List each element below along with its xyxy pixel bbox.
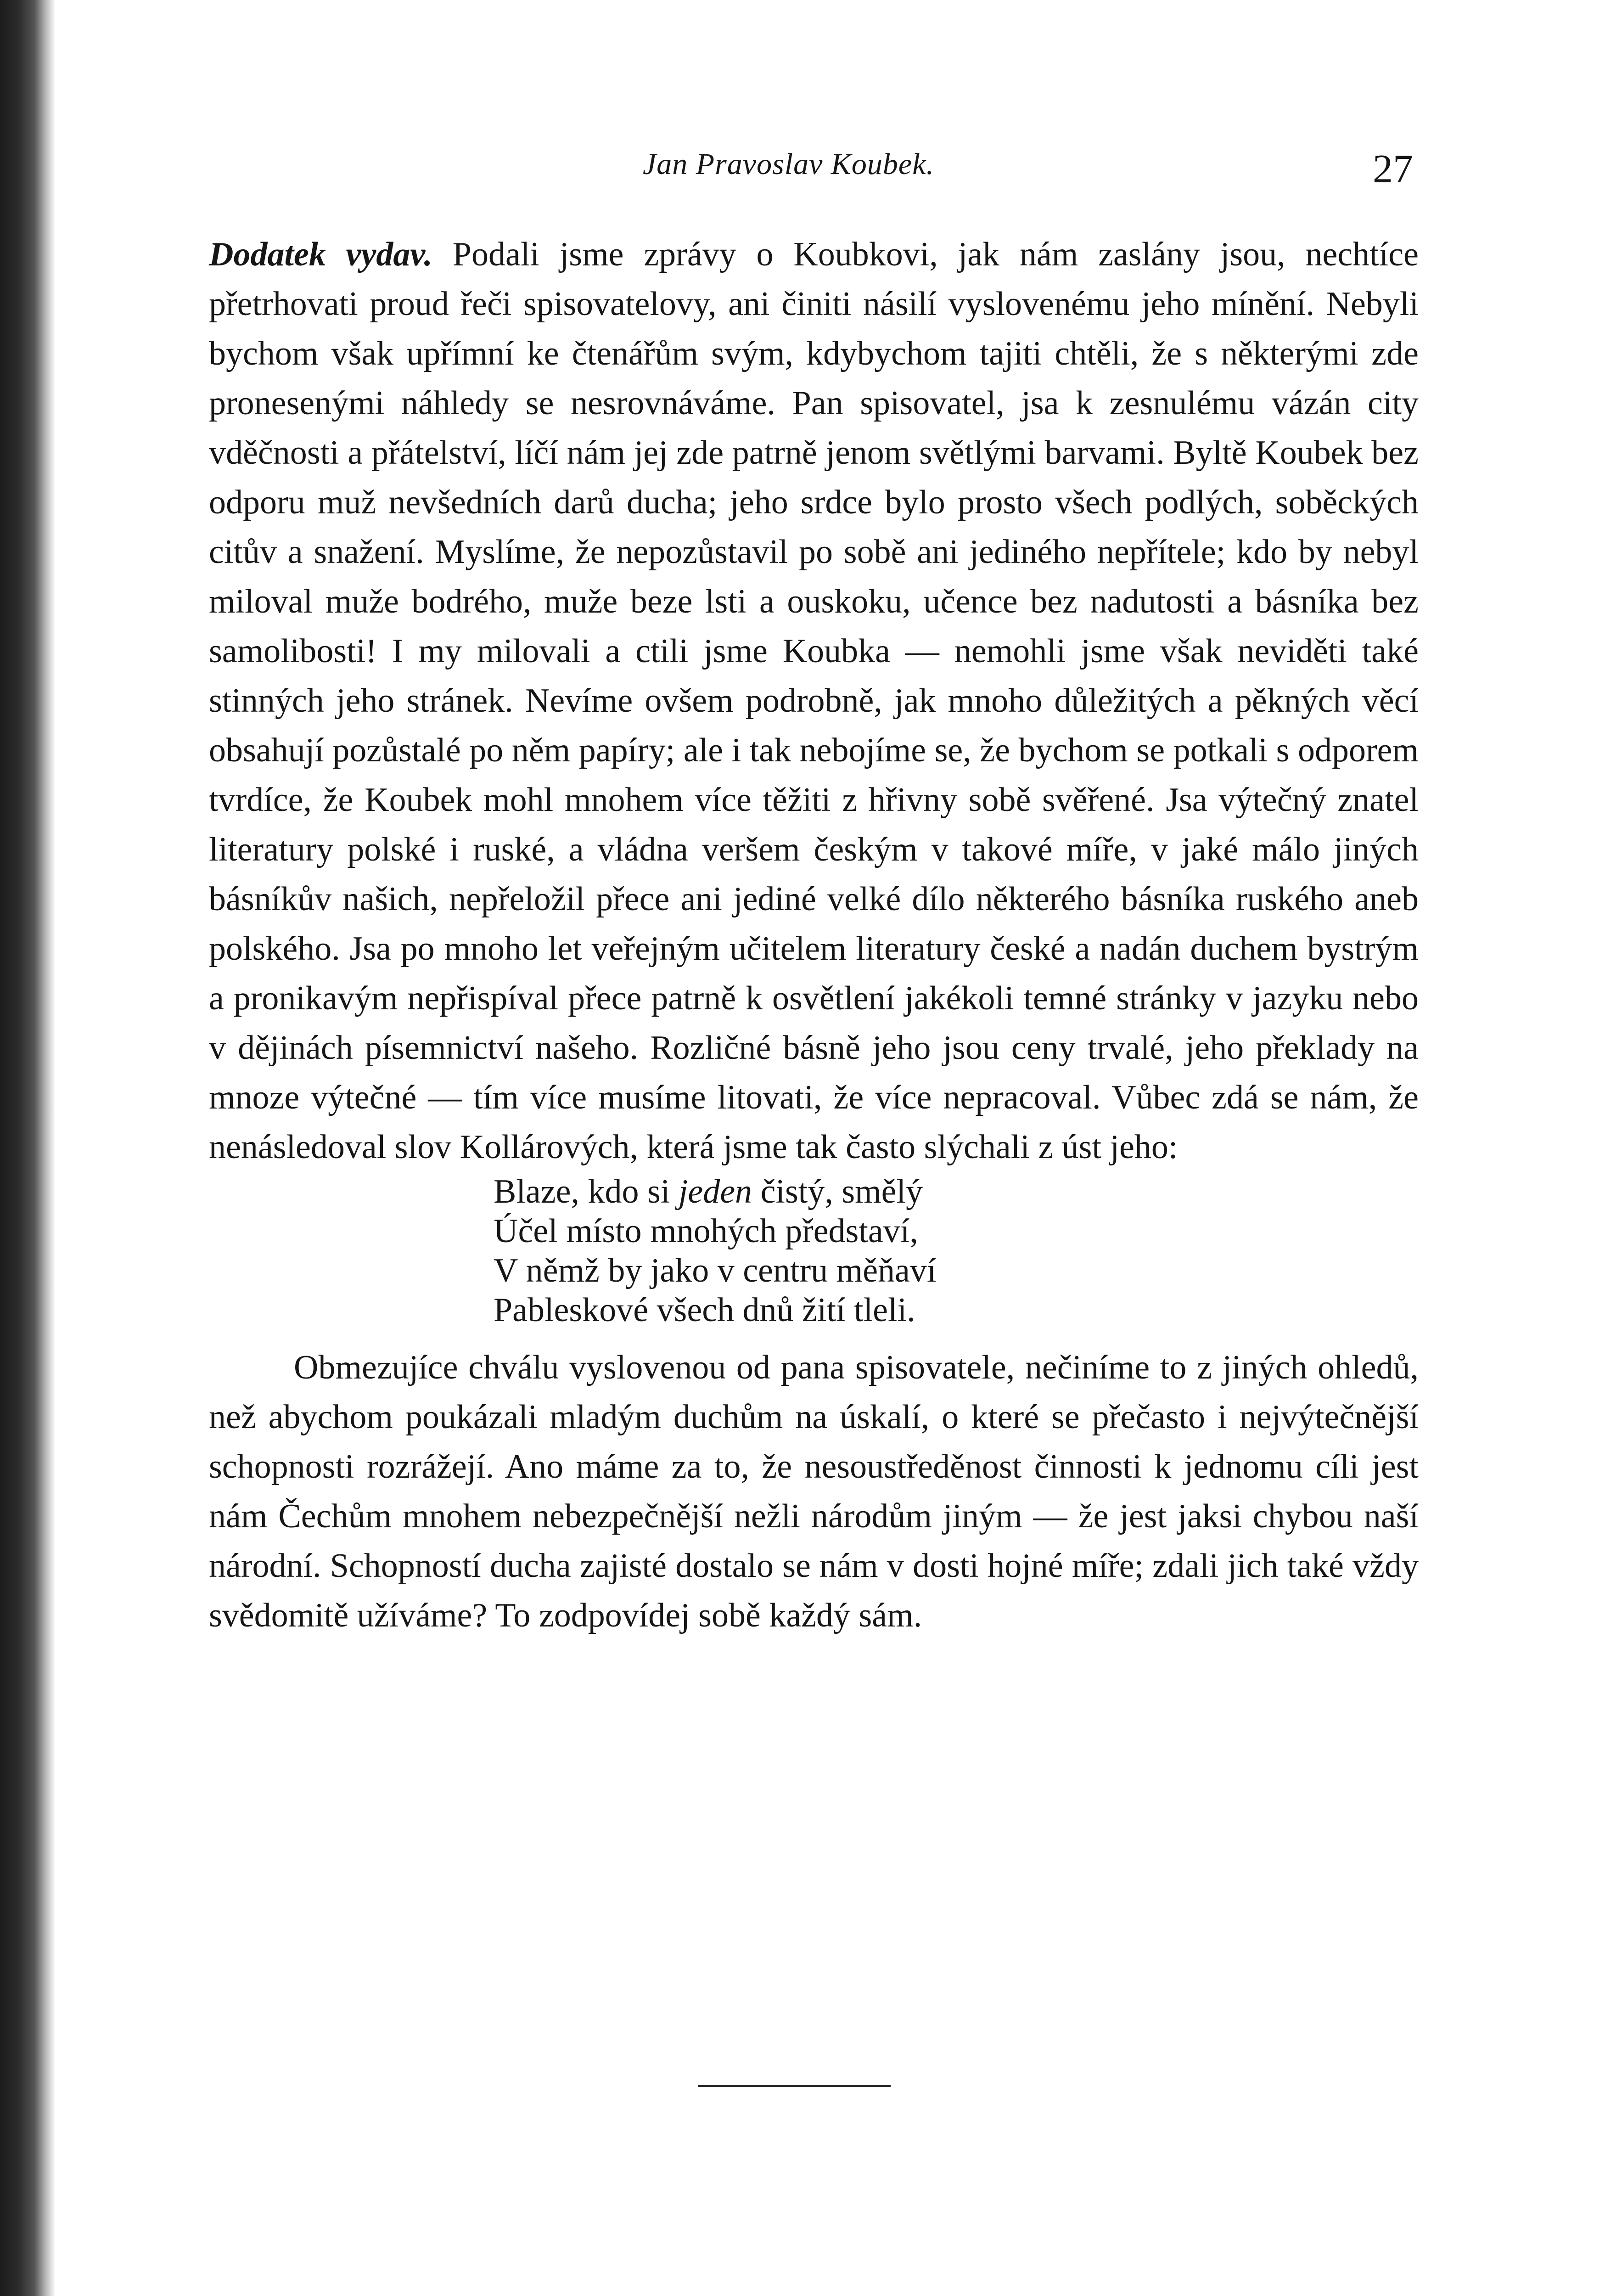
verse-line-1: Blaze, kdo si jeden čistý, smělý [494,1173,923,1210]
paragraph-text: Podali jsme zprávy o Koubkovi, jak nám zaslány jsou, nechtíce přetrhovati proud řeči spisovatelovy, ani činiti násilí vyslovenému jeho mínění. Nebyli bychom však upřímní ke čtenářům svým, kdybychom tajiti chtěli, že s některými zde pronesenými náhledy se nesrovnáváme. Pan spisovatel, jsa k zesnulému vázán city vděčnosti a přátelství, líčí nám jej zde patrně jenom světlými barvami. Byltě Koubek bez odporu muž nevšedních darů ducha; jeho srdce bylo prosto všech podlých, soběckých citův a snažení. Myslíme, že nepozůstavil po sobě ani jediného nepřítele; kdo by nebyl miloval muže bodrého, muže beze lsti a ouskoku, učence bez nadutosti a básníka bez samolibosti! I my milovali a ctili jsme Koubka — nemohli jsme však neviděti také stinných jeho stránek. Nevíme ovšem podrobně, jak mnoho důležitých a pěkných věcí obsahují pozůstalé po něm papíry; ale i tak nebojíme se, že bychom se potkali s odporem tvrdíce, že Koubek mohl mnohem více těžiti z hřivny sobě svěřené. Jsa výtečný znatel literatury polské i ruské, a vládna veršem českým v takové míře, v jaké málo jiných básníkův našich, nepřeložil přece ani jediné velké dílo některého básníka ruského aneb polského. Jsa po mnoho let veřejným učitelem literatury české a nadán duchem bystrým a pronikavým nepřispíval přece patrně k osvětlení jakékoli temné stránky v jazyku nebo v dějinách písemnictví našeho. Rozličné básně jeho jsou ceny trvalé, jeho překlady na mnoze výtečné — tím více musíme litovati, že více nepracoval. Vůbec zdá se nám, že nenásledoval slov Kollárových, která jsme tak často slýchali z úst jeho: [209,236,1419,1166]
verse-quote [209,1172,1419,1330]
body-text [209,230,1419,1640]
running-head: Jan Pravoslav Koubek. [643,147,935,181]
verse-line-4: Pableskové všech dnů žití tleli. [494,1291,915,1329]
book-binding-edge [0,0,55,2296]
paragraph-editors-note [209,230,1419,1172]
page-number: 27 [1373,147,1413,191]
paragraph-conclusion: Obmezujíce chválu vyslovenou od pana spisovatele, nečiníme to z jiných ohledů, než abychom poukázali mladým duchům na úskalí, o které se přečasto i nejvýtečnější schopnosti rozrážejí. Ano máme za to, že nesoustředěnost činnosti k jednomu cíli jest nám Čechům mnohem nebezpečnější nežli národům jiným — že jest jaksi chybou naší národní. Schopností ducha zajisté dostalo se nám v dosti hojné míře; zdali jich také vždy svědomitě užíváme? To zodpovídej sobě každý sám. [209,1349,1419,1634]
closing-rule [698,2085,891,2087]
verse-line-3: V němž by jako v centru měňaví [494,1252,937,1289]
paragraph-lead: Dodatek vydav. [209,236,432,273]
verse-line-2: Účel místo mnohých představí, [494,1212,918,1250]
